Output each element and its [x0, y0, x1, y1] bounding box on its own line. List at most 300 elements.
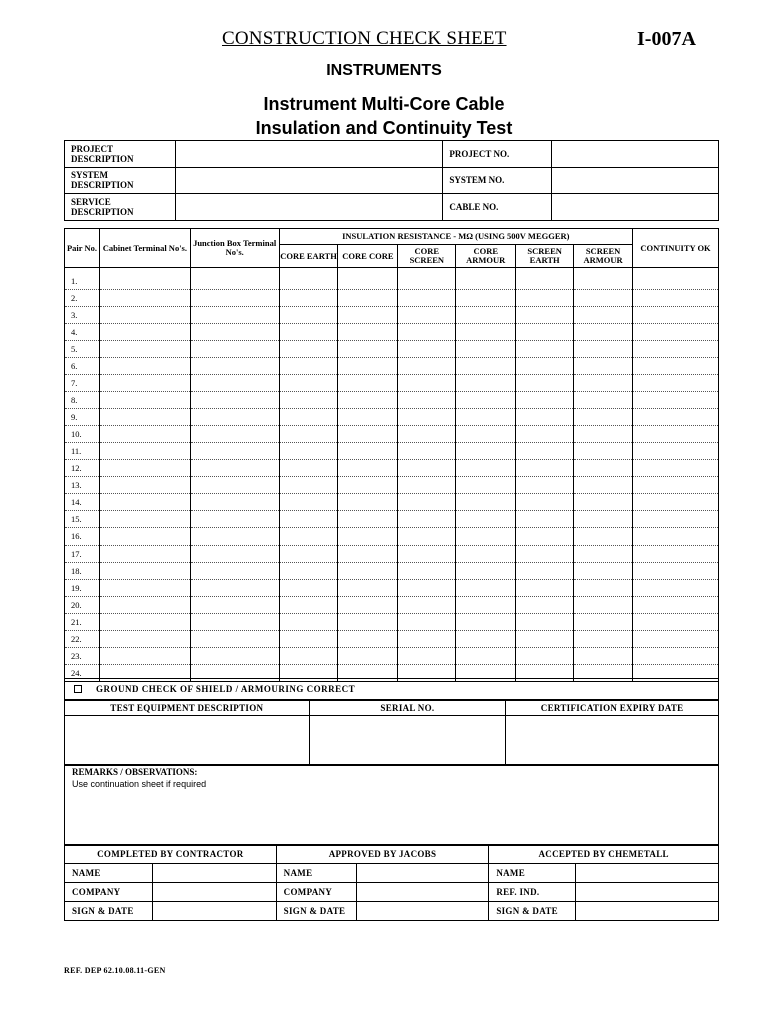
result-cell[interactable]	[633, 613, 719, 630]
project-no-label: PROJECT NO.	[443, 141, 552, 168]
result-cell[interactable]	[633, 392, 719, 409]
result-cell[interactable]	[338, 596, 398, 613]
footer-reference: REF. DEP 62.10.08.11-GEN	[64, 966, 166, 975]
table-row	[65, 613, 719, 630]
table-row	[65, 528, 719, 545]
result-cell[interactable]	[456, 613, 516, 630]
result-cell[interactable]	[574, 647, 633, 664]
acceptor-name-label: NAME	[489, 864, 576, 883]
result-cell[interactable]	[456, 494, 516, 511]
result-cell[interactable]	[516, 290, 574, 307]
result-cell[interactable]	[99, 426, 190, 443]
result-cell[interactable]	[398, 477, 456, 494]
result-cell[interactable]	[456, 324, 516, 341]
pair-number: 2.	[65, 290, 100, 307]
result-cell[interactable]	[516, 307, 574, 324]
result-cell[interactable]	[398, 443, 456, 460]
result-cell[interactable]	[279, 341, 338, 358]
system-description-field[interactable]	[175, 167, 442, 194]
result-cell[interactable]	[279, 409, 338, 426]
result-cell[interactable]	[398, 562, 456, 579]
result-cell[interactable]	[190, 375, 279, 392]
result-cell[interactable]	[633, 358, 719, 375]
table-row	[65, 562, 719, 579]
result-cell[interactable]	[338, 324, 398, 341]
result-cell[interactable]	[398, 545, 456, 562]
pair-number: 4.	[65, 324, 100, 341]
result-cell[interactable]	[574, 511, 633, 528]
result-cell[interactable]	[516, 477, 574, 494]
result-cell[interactable]	[574, 426, 633, 443]
pair-number: 20.	[65, 596, 100, 613]
result-cell[interactable]	[456, 630, 516, 647]
result-cell[interactable]	[516, 341, 574, 358]
result-cell[interactable]	[279, 647, 338, 664]
result-cell[interactable]	[633, 426, 719, 443]
contractor-company-field[interactable]	[152, 883, 276, 902]
result-cell[interactable]	[574, 562, 633, 579]
result-cell[interactable]	[456, 307, 516, 324]
insulation-resistance-header: INSULATION RESISTANCE - MΩ (USING 500V MEGGER)	[279, 229, 632, 245]
result-cell[interactable]	[574, 443, 633, 460]
result-cell[interactable]	[398, 460, 456, 477]
result-cell[interactable]	[279, 358, 338, 375]
result-cell[interactable]	[190, 494, 279, 511]
pair-number: 6.	[65, 358, 100, 375]
result-cell[interactable]	[99, 409, 190, 426]
result-cell[interactable]	[516, 579, 574, 596]
contractor-name-label: NAME	[65, 864, 153, 883]
result-cell[interactable]	[398, 511, 456, 528]
result-cell[interactable]	[456, 443, 516, 460]
result-cell[interactable]	[99, 545, 190, 562]
remarks-heading: REMARKS / OBSERVATIONS:	[72, 767, 198, 777]
result-cell[interactable]	[516, 596, 574, 613]
pair-number: 9.	[65, 409, 100, 426]
system-no-label: SYSTEM NO.	[443, 167, 552, 194]
result-cell[interactable]	[574, 409, 633, 426]
result-cell[interactable]	[516, 528, 574, 545]
ground-check-label: GROUND CHECK OF SHIELD / ARMOURING CORRECT	[96, 684, 356, 694]
pair-number: 5.	[65, 341, 100, 358]
result-cell[interactable]	[190, 579, 279, 596]
result-cell[interactable]	[633, 307, 719, 324]
result-cell[interactable]	[190, 324, 279, 341]
project-description-field[interactable]	[175, 141, 442, 168]
result-cell[interactable]	[190, 341, 279, 358]
result-cell[interactable]	[633, 579, 719, 596]
pair-number: 22.	[65, 630, 100, 647]
result-cell[interactable]	[398, 596, 456, 613]
result-cell[interactable]	[633, 596, 719, 613]
result-cell[interactable]	[398, 341, 456, 358]
pair-number: 13.	[65, 477, 100, 494]
result-cell[interactable]	[190, 290, 279, 307]
result-cell[interactable]	[398, 409, 456, 426]
result-cell[interactable]	[516, 545, 574, 562]
result-cell[interactable]	[338, 579, 398, 596]
result-cell[interactable]	[279, 613, 338, 630]
pair-number: 12.	[65, 460, 100, 477]
result-cell[interactable]	[456, 579, 516, 596]
result-cell[interactable]	[279, 290, 338, 307]
result-cell[interactable]	[338, 341, 398, 358]
result-cell[interactable]	[338, 562, 398, 579]
result-cell[interactable]	[99, 358, 190, 375]
result-cell[interactable]	[190, 562, 279, 579]
result-cell[interactable]	[99, 290, 190, 307]
result-cell[interactable]	[516, 392, 574, 409]
result-cell[interactable]	[279, 273, 338, 290]
result-cell[interactable]	[633, 630, 719, 647]
result-cell[interactable]	[516, 324, 574, 341]
result-cell[interactable]	[574, 375, 633, 392]
result-cell[interactable]	[99, 613, 190, 630]
result-cell[interactable]	[338, 375, 398, 392]
result-cell[interactable]	[516, 443, 574, 460]
result-cell[interactable]	[574, 460, 633, 477]
table-row	[65, 273, 719, 290]
table-row	[65, 460, 719, 477]
acceptor-sign-date-field[interactable]	[576, 902, 719, 921]
sheet-heading	[0, 92, 768, 140]
result-cell[interactable]	[398, 494, 456, 511]
approver-company-field[interactable]	[356, 883, 489, 902]
result-cell[interactable]	[190, 477, 279, 494]
service-description-label: SERVICE DESCRIPTION	[65, 194, 176, 221]
table-row	[65, 392, 719, 409]
result-cell[interactable]	[190, 630, 279, 647]
result-cell[interactable]	[279, 460, 338, 477]
service-description-field[interactable]	[175, 194, 442, 221]
result-cell[interactable]	[279, 596, 338, 613]
result-cell[interactable]	[456, 375, 516, 392]
result-cell[interactable]	[338, 409, 398, 426]
result-cell[interactable]	[516, 613, 574, 630]
result-cell[interactable]	[398, 392, 456, 409]
result-cell[interactable]	[338, 460, 398, 477]
table-row	[65, 443, 719, 460]
result-cell[interactable]	[338, 273, 398, 290]
pair-number: 15.	[65, 511, 100, 528]
acceptor-ref-ind-field[interactable]	[576, 883, 719, 902]
contractor-name-field[interactable]	[152, 864, 276, 883]
result-cell[interactable]	[99, 596, 190, 613]
table-row	[65, 494, 719, 511]
result-cell[interactable]	[338, 392, 398, 409]
result-cell[interactable]	[190, 426, 279, 443]
col-continuity-ok: CONTINUITY OK	[633, 229, 719, 268]
result-cell[interactable]	[633, 273, 719, 290]
pair-number: 14.	[65, 494, 100, 511]
remarks-note: Use continuation sheet if required	[72, 779, 207, 789]
remarks-box[interactable]	[64, 765, 719, 846]
result-cell[interactable]	[456, 341, 516, 358]
result-cell[interactable]	[398, 358, 456, 375]
result-cell[interactable]	[338, 426, 398, 443]
result-cell[interactable]	[398, 630, 456, 647]
result-cell[interactable]	[456, 596, 516, 613]
result-cell[interactable]	[398, 290, 456, 307]
result-cell[interactable]	[456, 392, 516, 409]
result-cell[interactable]	[190, 528, 279, 545]
col-core-armour: CORE ARMOUR	[456, 245, 516, 268]
result-cell[interactable]	[633, 324, 719, 341]
result-cell[interactable]	[190, 443, 279, 460]
result-cell[interactable]	[190, 392, 279, 409]
pair-number: 24.	[65, 664, 100, 681]
result-cell[interactable]	[99, 307, 190, 324]
result-cell[interactable]	[574, 324, 633, 341]
result-cell[interactable]	[516, 511, 574, 528]
result-cell[interactable]	[574, 613, 633, 630]
test-results-body	[65, 268, 719, 682]
result-cell[interactable]	[99, 375, 190, 392]
table-row	[65, 426, 719, 443]
result-cell[interactable]	[338, 545, 398, 562]
result-cell[interactable]	[633, 409, 719, 426]
result-cell[interactable]	[633, 375, 719, 392]
result-cell[interactable]	[456, 358, 516, 375]
result-cell[interactable]	[456, 511, 516, 528]
result-cell[interactable]	[574, 392, 633, 409]
result-cell[interactable]	[99, 562, 190, 579]
serial-no-field[interactable]	[309, 716, 506, 765]
result-cell[interactable]	[516, 562, 574, 579]
result-cell[interactable]	[574, 341, 633, 358]
pair-number: 8.	[65, 392, 100, 409]
result-cell[interactable]	[190, 273, 279, 290]
completed-by-contractor-header: COMPLETED BY CONTRACTOR	[65, 845, 277, 864]
result-cell[interactable]	[516, 375, 574, 392]
result-cell[interactable]	[574, 477, 633, 494]
result-cell[interactable]	[279, 562, 338, 579]
result-cell[interactable]	[279, 324, 338, 341]
result-cell[interactable]	[574, 630, 633, 647]
result-cell[interactable]	[516, 647, 574, 664]
result-cell[interactable]	[338, 290, 398, 307]
result-cell[interactable]	[279, 630, 338, 647]
result-cell[interactable]	[456, 426, 516, 443]
result-cell[interactable]	[633, 545, 719, 562]
sheet-heading-line1: Instrument Multi-Core Cable	[263, 94, 505, 114]
result-cell[interactable]	[279, 545, 338, 562]
result-cell[interactable]	[279, 494, 338, 511]
table-row	[65, 511, 719, 528]
result-cell[interactable]	[279, 392, 338, 409]
result-cell[interactable]	[633, 460, 719, 477]
result-cell[interactable]	[456, 562, 516, 579]
result-cell[interactable]	[190, 409, 279, 426]
result-cell[interactable]	[456, 460, 516, 477]
result-cell[interactable]	[398, 647, 456, 664]
result-cell[interactable]	[398, 307, 456, 324]
test-equipment-table	[64, 699, 719, 765]
result-cell[interactable]	[456, 545, 516, 562]
result-cell[interactable]	[516, 630, 574, 647]
result-cell[interactable]	[190, 596, 279, 613]
approver-sign-date-field[interactable]	[356, 902, 489, 921]
system-description-label: SYSTEM DESCRIPTION	[65, 167, 176, 194]
result-cell[interactable]	[99, 341, 190, 358]
acceptor-ref-ind-label: REF. IND.	[489, 883, 576, 902]
result-cell[interactable]	[99, 477, 190, 494]
result-cell[interactable]	[279, 426, 338, 443]
result-cell[interactable]	[338, 511, 398, 528]
result-cell[interactable]	[99, 460, 190, 477]
result-cell[interactable]	[338, 358, 398, 375]
result-cell[interactable]	[516, 409, 574, 426]
pair-number: 17.	[65, 545, 100, 562]
col-core-screen: CORE SCREEN	[398, 245, 456, 268]
result-cell[interactable]	[190, 307, 279, 324]
accepted-by-header: ACCEPTED BY CHEMETALL	[489, 845, 719, 864]
result-cell[interactable]	[574, 494, 633, 511]
table-row	[65, 324, 719, 341]
result-cell[interactable]	[190, 613, 279, 630]
result-cell[interactable]	[574, 307, 633, 324]
result-cell[interactable]	[190, 511, 279, 528]
result-cell[interactable]	[279, 528, 338, 545]
result-cell[interactable]	[279, 307, 338, 324]
result-cell[interactable]	[99, 324, 190, 341]
approver-name-field[interactable]	[356, 864, 489, 883]
result-cell[interactable]	[574, 545, 633, 562]
pair-number: 7.	[65, 375, 100, 392]
result-cell[interactable]	[516, 273, 574, 290]
approved-by-header: APPROVED BY JACOBS	[276, 845, 489, 864]
result-cell[interactable]	[633, 341, 719, 358]
col-pair-no: Pair No.	[65, 229, 100, 268]
table-row	[65, 579, 719, 596]
result-cell[interactable]	[279, 375, 338, 392]
sheet-subtitle: INSTRUMENTS	[326, 62, 442, 79]
result-cell[interactable]	[574, 273, 633, 290]
cable-no-field[interactable]	[552, 194, 719, 221]
result-cell[interactable]	[398, 324, 456, 341]
result-cell[interactable]	[99, 579, 190, 596]
result-cell[interactable]	[398, 375, 456, 392]
signoff-table	[64, 844, 719, 921]
result-cell[interactable]	[516, 426, 574, 443]
result-cell[interactable]	[633, 528, 719, 545]
project-info-table	[64, 140, 719, 221]
result-cell[interactable]	[633, 477, 719, 494]
result-cell[interactable]	[190, 460, 279, 477]
result-cell[interactable]	[99, 392, 190, 409]
result-cell[interactable]	[574, 596, 633, 613]
table-row	[65, 341, 719, 358]
approver-company-label: COMPANY	[276, 883, 356, 902]
result-cell[interactable]	[574, 579, 633, 596]
system-no-field[interactable]	[552, 167, 719, 194]
result-cell[interactable]	[279, 477, 338, 494]
result-cell[interactable]	[574, 528, 633, 545]
result-cell[interactable]	[633, 511, 719, 528]
result-cell[interactable]	[456, 528, 516, 545]
result-cell[interactable]	[338, 307, 398, 324]
result-cell[interactable]	[456, 477, 516, 494]
result-cell[interactable]	[190, 545, 279, 562]
result-cell[interactable]	[99, 443, 190, 460]
result-cell[interactable]	[398, 528, 456, 545]
result-cell[interactable]	[338, 443, 398, 460]
result-cell[interactable]	[99, 273, 190, 290]
acceptor-name-field[interactable]	[576, 864, 719, 883]
result-cell[interactable]	[574, 358, 633, 375]
test-results-table	[64, 228, 719, 682]
table-row	[65, 358, 719, 375]
result-cell[interactable]	[516, 460, 574, 477]
table-row	[65, 409, 719, 426]
result-cell[interactable]	[338, 613, 398, 630]
result-cell[interactable]	[99, 647, 190, 664]
result-cell[interactable]	[190, 647, 279, 664]
result-cell[interactable]	[338, 647, 398, 664]
result-cell[interactable]	[633, 647, 719, 664]
sheet-code: I-007A	[637, 28, 696, 50]
col-screen-earth: SCREEN EARTH	[516, 245, 574, 268]
result-cell[interactable]	[456, 273, 516, 290]
result-cell[interactable]	[279, 443, 338, 460]
table-row	[65, 290, 719, 307]
result-cell[interactable]	[456, 290, 516, 307]
result-cell[interactable]	[398, 579, 456, 596]
result-cell[interactable]	[516, 358, 574, 375]
result-cell[interactable]	[398, 426, 456, 443]
result-cell[interactable]	[456, 647, 516, 664]
equipment-description-field[interactable]	[65, 716, 310, 765]
table-row	[65, 647, 719, 664]
contractor-sign-date-label: SIGN & DATE	[65, 902, 153, 921]
result-cell[interactable]	[633, 443, 719, 460]
project-no-field[interactable]	[552, 141, 719, 168]
pair-number: 18.	[65, 562, 100, 579]
contractor-sign-date-field[interactable]	[152, 902, 276, 921]
result-cell[interactable]	[516, 494, 574, 511]
result-cell[interactable]	[398, 613, 456, 630]
result-cell[interactable]	[338, 630, 398, 647]
col-equipment-description: TEST EQUIPMENT DESCRIPTION	[65, 700, 310, 716]
ground-check-checkbox[interactable]	[74, 685, 82, 693]
result-cell[interactable]	[456, 409, 516, 426]
pair-number: 19.	[65, 579, 100, 596]
pair-number: 23.	[65, 647, 100, 664]
result-cell[interactable]	[633, 494, 719, 511]
result-cell[interactable]	[574, 290, 633, 307]
result-cell[interactable]	[99, 528, 190, 545]
result-cell[interactable]	[279, 579, 338, 596]
result-cell[interactable]	[99, 494, 190, 511]
table-row	[65, 477, 719, 494]
table-row	[65, 630, 719, 647]
result-cell[interactable]	[190, 358, 279, 375]
result-cell[interactable]	[99, 511, 190, 528]
result-cell[interactable]	[279, 511, 338, 528]
certification-expiry-field[interactable]	[506, 716, 719, 765]
result-cell[interactable]	[338, 494, 398, 511]
pair-number: 21.	[65, 613, 100, 630]
cable-no-label: CABLE NO.	[443, 194, 552, 221]
result-cell[interactable]	[633, 290, 719, 307]
pair-number: 10.	[65, 426, 100, 443]
ground-check-row	[64, 678, 719, 701]
result-cell[interactable]	[99, 630, 190, 647]
result-cell[interactable]	[633, 562, 719, 579]
result-cell[interactable]	[338, 477, 398, 494]
result-cell[interactable]	[398, 273, 456, 290]
result-cell[interactable]	[338, 528, 398, 545]
